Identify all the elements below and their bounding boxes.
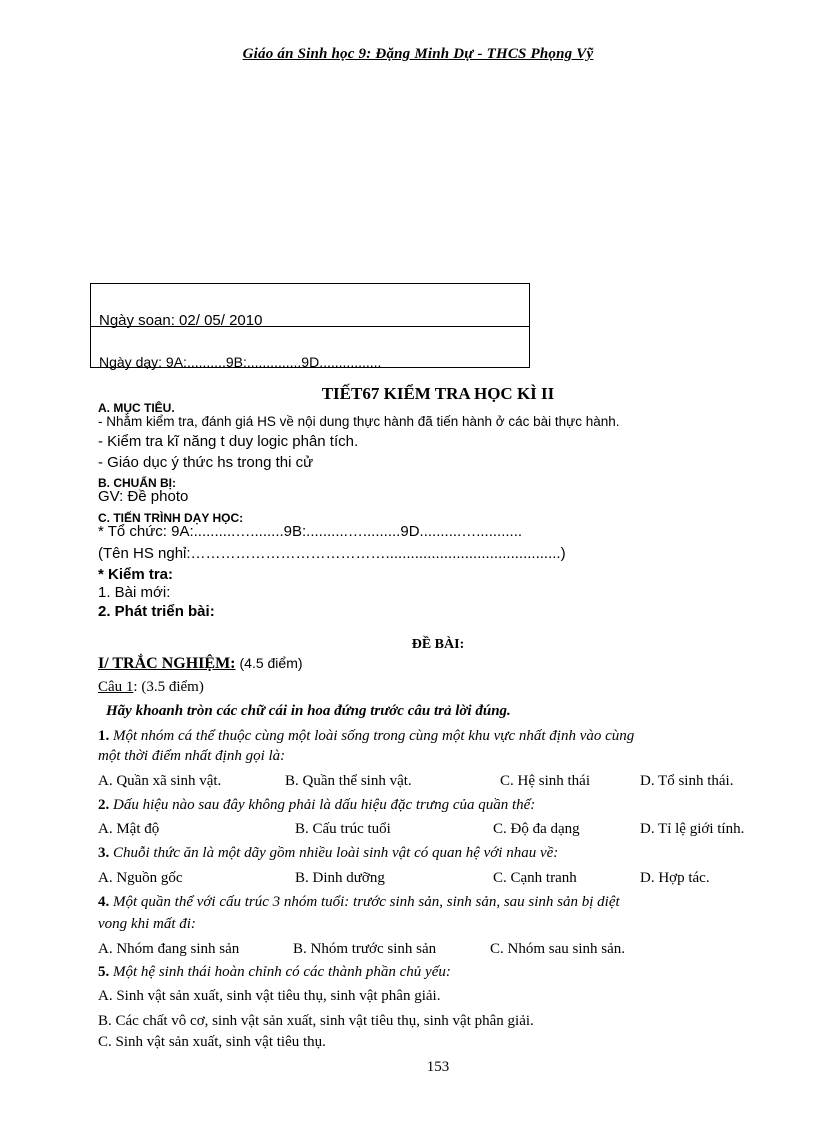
objective-item: - Giáo dục ý thức hs trong thi cử (98, 454, 314, 471)
question-text: 2. Dấu hiệu nào sau đây không phải là dấu hiệu đặc trưng của quần thể: (98, 797, 536, 813)
question-text: 5. Một hệ sinh thái hoàn chỉnh có các thành phần chủ yếu: (98, 964, 451, 980)
exam-title: ĐỀ BÀI: (411, 637, 465, 652)
question-1-points: : (3.5 điểm) (133, 679, 204, 695)
part-1-heading (98, 655, 303, 673)
section-b-heading: B. CHUẨN BỊ: (98, 476, 176, 490)
question-text: 4. Một quần thể với cấu trúc 3 nhóm tuổi: trước sinh sản, sinh sản, sau sinh sản bị diệt (98, 894, 620, 910)
part-1-points: (4.5 điểm) (239, 655, 303, 671)
develop-lesson-line: 2. Phát triển bài: (98, 603, 215, 620)
section-c-heading: C. TIẾN TRÌNH DẠY HỌC: (98, 511, 244, 525)
new-lesson-line: 1. Bài mới: (98, 584, 171, 601)
option-d[interactable]: D. Hợp tác. (640, 870, 710, 886)
option-a[interactable]: A. Mật độ (98, 821, 160, 837)
question-1-label: Câu 1 (98, 679, 134, 695)
page-number: 153 (426, 1059, 450, 1075)
option-d[interactable]: D. Tỉ lệ giới tính. (640, 821, 745, 837)
check-heading: * Kiểm tra: (98, 566, 174, 583)
question-text: 3. Chuỗi thức ăn là một dãy gồm nhiều loài sinh vật có quan hệ với nhau về: (98, 845, 559, 861)
preparation-item: GV: Đề photo (98, 488, 189, 505)
option-b[interactable]: B. Cấu trúc tuổi (295, 821, 391, 837)
option-c[interactable]: C. Sinh vật sản xuất, sinh vật tiêu thụ. (98, 1034, 326, 1050)
page-header: Giáo án Sinh học 9: Đặng Minh Dự - THCS Phọng Vỹ (242, 46, 594, 62)
option-c[interactable]: C. Nhóm sau sinh sản. (490, 941, 625, 957)
option-a[interactable]: A. Quần xã sinh vật. (98, 773, 222, 789)
date-box (90, 283, 530, 368)
organization-line: * Tổ chức: 9A:..........…........9B:..........….........9D..........…........... (98, 523, 523, 540)
option-b[interactable]: B. Quần thể sinh vật. (285, 773, 412, 789)
prep-date: Ngày soạn: 02/ 05/ 2010 (99, 312, 263, 329)
option-b[interactable]: B. Các chất vô cơ, sinh vật sản xuất, sinh vật tiêu thụ, sinh vật phân giải. (98, 1013, 534, 1029)
option-c[interactable]: C. Độ đa dạng (493, 821, 580, 837)
question-1-heading (98, 679, 204, 696)
option-d[interactable]: D. Tổ sinh thái. (640, 773, 734, 789)
option-a[interactable]: A. Sinh vật sản xuất, sinh vật tiêu thụ, sinh vật phân giải. (98, 988, 441, 1004)
lesson-title: TIẾT67 KIỂM TRA HỌC KÌ II (321, 384, 555, 403)
absent-students-line: (Tên HS nghỉ:…………………………………..........................................) (98, 545, 566, 562)
part-1-label: I/ TRẮC NGHIỆM: (98, 655, 236, 672)
question-text-cont: vong khi mất đi: (98, 916, 196, 932)
option-b[interactable]: B. Nhóm trước sinh sản (293, 941, 437, 957)
objective-item: - Nhằm kiểm tra, đánh giá HS về nội dung thực hành đã tiến hành ở các bài thực hành. (98, 414, 620, 429)
question-text-cont: một thời điểm nhất định gọi là: (98, 748, 286, 764)
option-a[interactable]: A. Nhóm đang sinh sản (98, 941, 240, 957)
option-a[interactable]: A. Nguồn gốc (98, 870, 183, 886)
instruction: Hãy khoanh tròn các chữ cái in hoa đứng trước câu trả lời đúng. (106, 703, 511, 719)
option-b[interactable]: B. Dinh dưỡng (295, 870, 385, 886)
teach-date: Ngày dạy: 9A:..........9B:..............9D................ (99, 354, 382, 370)
objective-item: - Kiểm tra kĩ năng t duy logic phân tích. (98, 433, 359, 450)
section-a-heading: A. MỤC TIÊU. (98, 401, 175, 415)
question-text: 1. Một nhóm cá thể thuộc cùng một loài sống trong cùng một khu vực nhất định vào cùng (98, 728, 635, 744)
option-c[interactable]: C. Cạnh tranh (493, 870, 577, 886)
option-c[interactable]: C. Hệ sinh thái (500, 773, 590, 789)
